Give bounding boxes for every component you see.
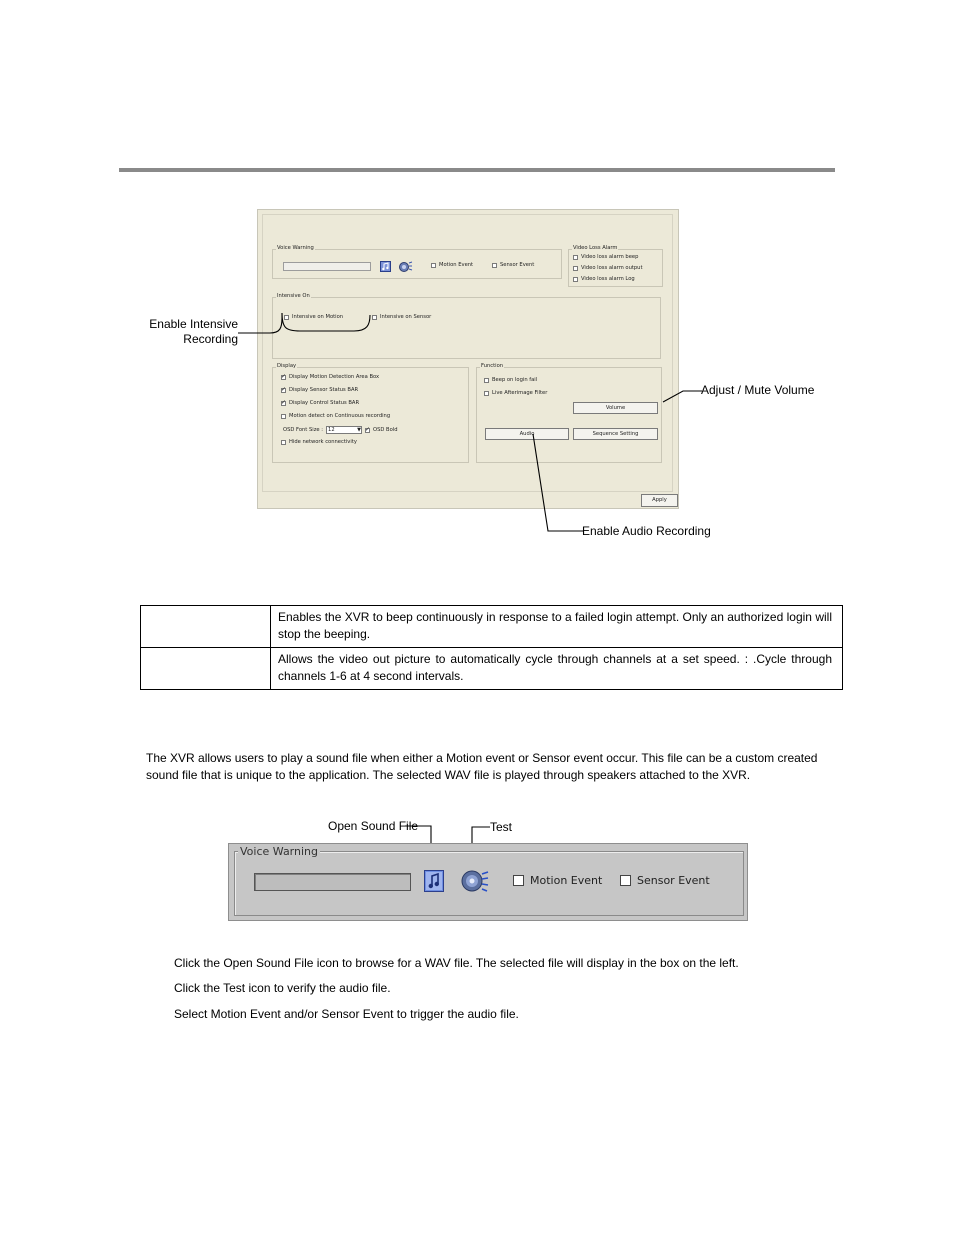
display-sensor-bar-option[interactable] [281,387,358,393]
live-afterimage-checkbox[interactable] [484,391,489,396]
step-3: Select Motion Event and/or Sensor Event to trigger the audio file. [174,1007,519,1021]
audio-callout-line [528,432,586,536]
motion-event-checkbox[interactable] [513,875,524,886]
table-value-cell: Enables the XVR to beep continuously in response to a failed login attempt. Only an authorized login will stop the beeping. [271,606,843,648]
display-sensor-bar-label: Display Sensor Status BAR [289,387,359,393]
enable-intensive-callout [130,317,238,347]
motion-event-checkbox[interactable] [431,263,436,268]
osd-font-size-row [283,426,398,434]
video-loss-log-option[interactable] [573,276,635,282]
enable-intensive-line2: Recording [183,332,238,346]
settings-screenshot [257,209,679,509]
beep-login-fail-checkbox[interactable] [484,378,489,383]
step-2: Click the Test icon to verify the audio file. [174,981,391,995]
live-afterimage-option[interactable] [484,390,547,396]
display-sensor-bar-checkbox[interactable] [281,388,286,393]
display-group [272,363,469,463]
sensor-event-checkbox[interactable] [620,875,631,886]
hide-network-option[interactable] [281,439,357,445]
open-sound-file-icon[interactable] [380,261,391,272]
adjust-volume-callout: Adjust / Mute Volume [701,383,815,397]
display-control-bar-checkbox[interactable] [281,401,286,406]
video-loss-alarm-group [568,245,663,287]
beep-login-fail-label: Beep on login fail [492,377,538,383]
sensor-event-option[interactable] [492,262,534,268]
intensive-motion-label: Intensive on Motion [292,314,344,320]
display-title: Display [277,363,297,369]
video-loss-beep-label: Video loss alarm beep [581,254,639,260]
enable-intensive-line1: Enable Intensive [149,317,238,331]
sound-file-field[interactable] [283,262,371,271]
sensor-event-label: Sensor Event [637,874,710,887]
intensive-sensor-label: Intensive on Sensor [380,314,432,320]
sensor-event-option[interactable] [620,874,710,887]
video-loss-log-label: Video loss alarm Log [581,276,635,282]
video-loss-output-label: Video loss alarm output [581,265,643,271]
display-motion-box-option[interactable] [281,374,379,380]
display-control-bar-option[interactable] [281,400,359,406]
motion-continuous-option[interactable] [281,413,390,419]
video-loss-output-checkbox[interactable] [573,266,578,271]
table-key-cell [141,648,271,690]
chevron-down-icon: ▼ [357,427,362,433]
intensive-on-title: Intensive On [277,293,310,299]
video-loss-alarm-title: Video Loss Alarm [573,245,618,251]
voice-warning-group [272,245,562,279]
video-loss-beep-option[interactable] [573,254,638,260]
display-motion-box-checkbox[interactable] [281,375,286,380]
table-row [141,648,843,690]
osd-bold-checkbox[interactable] [365,428,370,433]
live-afterimage-label: Live Afterimage Filter [492,390,548,396]
motion-event-label: Motion Event [439,262,474,268]
motion-event-option[interactable] [431,262,473,268]
open-sound-file-callout: Open Sound File [328,819,419,833]
test-sound-icon[interactable] [461,869,489,893]
video-loss-output-option[interactable] [573,265,643,271]
volume-callout-line [660,385,704,405]
function-title: Function [481,363,504,369]
intensive-bracket-line [236,300,376,340]
motion-continuous-checkbox[interactable] [281,414,286,419]
audio-button[interactable]: Audio [485,428,569,440]
video-loss-beep-checkbox[interactable] [573,255,578,260]
table-key-cell [141,606,271,648]
osd-font-size-label: OSD Font Size : [283,427,324,433]
sensor-event-label: Sensor Event [500,262,535,268]
osd-font-size-value: 12 [328,427,335,433]
osd-font-size-select[interactable] [326,426,362,434]
table-value-cell: Allows the video out picture to automatically cycle through channels at a set speed. : .Cycle through channels 1-6 at 4 second intervals. [271,648,843,690]
hide-network-checkbox[interactable] [281,440,286,445]
step-1: Click the Open Sound File icon to browse for a WAV file. The selected file will display in the box on the left. [174,956,739,970]
test-sound-icon[interactable] [399,261,413,272]
test-callout: Test [490,820,513,834]
intensive-sensor-option[interactable] [372,314,431,320]
settings-table [140,605,843,690]
motion-event-label: Motion Event [530,874,603,887]
sensor-event-checkbox[interactable] [492,263,497,268]
open-sound-file-icon[interactable] [424,870,444,892]
osd-bold-label: OSD Bold [373,427,398,433]
voice-warning-screenshot [228,843,748,921]
sequence-setting-button[interactable]: Sequence Setting [573,428,658,440]
voice-warning-frame-title: Voice Warning [240,845,318,858]
apply-button[interactable]: Apply [641,494,678,507]
volume-button[interactable]: Volume [573,402,658,414]
voice-warning-title: Voice Warning [277,245,314,251]
sound-file-path-field[interactable] [254,873,411,891]
hide-network-label: Hide network connectivity [289,439,357,445]
video-loss-log-checkbox[interactable] [573,277,578,282]
table-row [141,606,843,648]
motion-continuous-label: Motion detect on Continuous recording [289,413,391,419]
display-motion-box-label: Display Motion Detection Area Box [289,374,380,380]
enable-audio-callout: Enable Audio Recording [582,524,711,538]
display-control-bar-label: Display Control Status BAR [289,400,360,406]
header-rule [119,168,835,172]
settings-panel [262,214,673,492]
voice-warning-description: The XVR allows users to play a sound file when either a Motion event or Sensor event occur. This file can be a custom created sound file that is unique to the application. The selected WAV file is played through speakers attached to the XVR. [146,751,818,782]
beep-login-fail-option[interactable] [484,377,537,383]
motion-event-option[interactable] [513,874,602,887]
